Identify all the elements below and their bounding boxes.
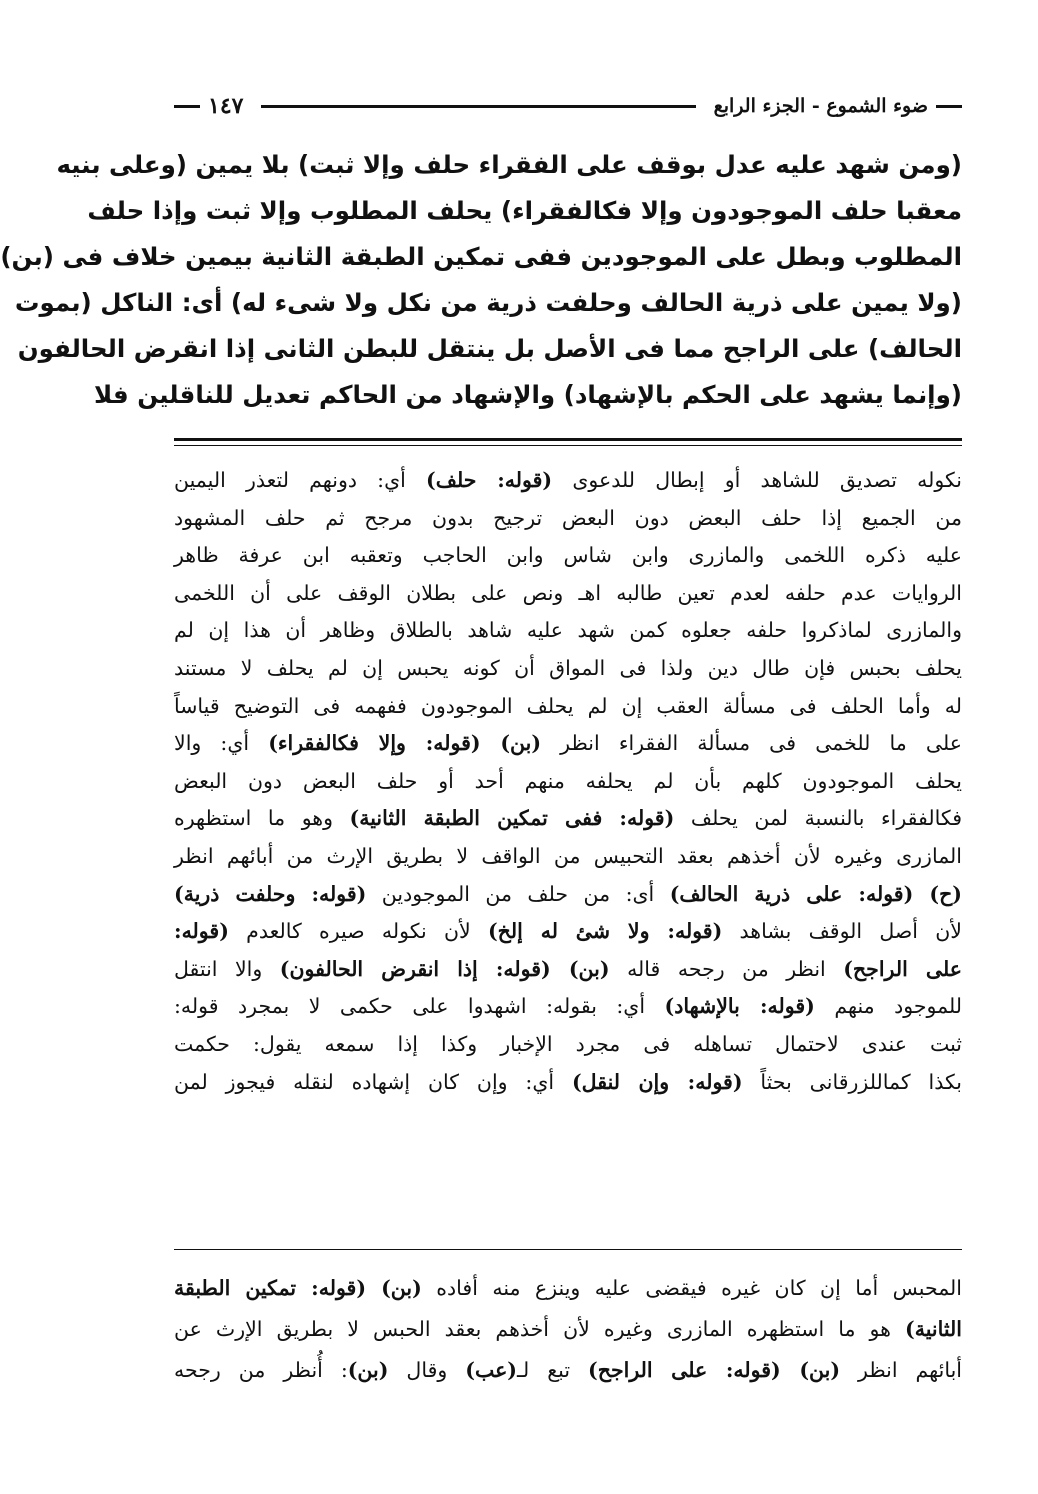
- text-run: على ما للخمى فى مسألة الفقراء انظر: [541, 731, 962, 756]
- text-run: ثبت عندى لاحتمال تساهله فى مجرد الإخبار وكذا إذا سمعه يقول: حكمت: [174, 1031, 962, 1056]
- commentary-line: [174, 951, 962, 989]
- text-run: : أُنظر من رجحه: [174, 1358, 348, 1382]
- text-run: والا انتقل: [174, 956, 280, 981]
- bold-citation: (بن) (قوله: وإلا فكالفقراء): [268, 731, 542, 756]
- text-run: نكوله تصديق للشاهد أو إبطال للدعوى: [552, 468, 962, 492]
- header-rule-right: [936, 105, 962, 108]
- text-run: الروايات عدم حلفه لعدم تعين طالبه اهـ ونص على بطلان الوقف على أن اللخمى: [174, 580, 962, 605]
- commentary-line: [174, 763, 962, 801]
- commentary-line: [174, 575, 962, 613]
- footnote-line: [174, 1350, 962, 1391]
- main-text-line: (ومن شهد عليه عدل بوقف على الفقراء حلف وإلا ثبت) بلا يمين (وعلى بنيه: [56, 150, 962, 179]
- running-header: [174, 88, 962, 124]
- text-run: أي: دونهم لتعذر اليمين: [174, 468, 427, 492]
- bold-citation: (بن): [347, 1358, 389, 1382]
- text-run: وهو ما استظهره: [174, 806, 350, 831]
- text-run: بكذا كماللزرقانى بحثاً: [742, 1069, 962, 1094]
- commentary-line: [174, 650, 962, 688]
- bold-citation: (قوله: ففى تمكين الطبقة الثانية): [349, 806, 675, 831]
- main-text-line: الحالف) على الراجح مما فى الأصل بل ينتقل للبطن الثانى إذا انقرض الحالفون: [17, 334, 962, 363]
- bold-citation: على الراجح): [843, 956, 963, 981]
- page-number: ١٤٧: [208, 93, 244, 119]
- commentary-line: [174, 462, 962, 500]
- text-run: تبع لـ: [517, 1358, 589, 1382]
- commentary-text: [174, 462, 962, 1101]
- footnote-line: [174, 1268, 962, 1309]
- bold-citation: (قوله: بالإشهاد): [664, 994, 815, 1019]
- text-run: عليه ذكره اللخمى والمازرى وابن شاس وابن الحاجب وتعقبه ابن عرفة ظاهر: [174, 543, 962, 568]
- text-run: أي: وإن كان إشهاده لنقله فيجوز لمن: [174, 1069, 572, 1094]
- text-run: يحلف بحبس فإن طال دين ولذا فى المواق أن كونه يحبس إن لم يحلف لا مستند: [174, 655, 962, 680]
- text-run: فكالفقراء بالنسبة لمن يحلف: [674, 806, 962, 831]
- text-run: أي: بقوله: اشهدوا على حكمى لا بمجرد قوله:: [174, 994, 665, 1019]
- text-run: لأن أصل الوقف بشاهد: [722, 919, 962, 944]
- bold-citation: (بن) (قوله: على الراجح): [588, 1358, 841, 1382]
- main-separator-thin: [174, 445, 962, 446]
- text-run: أي: والا: [174, 731, 269, 756]
- text-run: والمازرى لماذكروا حلفه جعلوه كمن شهد عليه شاهد بالطلاق وظاهر أن هذا إن لم: [174, 618, 962, 643]
- bold-citation: (بن) (قوله: إذا انقرض الحالفون): [279, 956, 610, 981]
- bold-citation: (عب): [465, 1358, 518, 1382]
- text-run: هو ما استظهره المازرى وغيره لأن أخذهم بعقد الحبس لا بطريق الإرث عن: [174, 1317, 906, 1341]
- commentary-line: [174, 913, 962, 951]
- commentary-line: [174, 800, 962, 838]
- commentary-line: [174, 838, 962, 876]
- commentary-line: [174, 612, 962, 650]
- commentary-line: [174, 1026, 962, 1064]
- commentary-line: [174, 988, 962, 1026]
- main-text-line: (ولا يمين على ذرية الحالف وحلفت ذرية من نكل ولا شىء له) أى: الناكل (بموت: [14, 288, 962, 317]
- bold-citation: (ح) (قوله: على ذرية الحالف): [669, 881, 962, 906]
- bold-citation: (بن) (قوله: تمكين الطبقة: [174, 1276, 422, 1300]
- commentary-line: [174, 876, 962, 914]
- header-rule-middle: [261, 105, 695, 108]
- bold-citation: (قوله: ولا شئ له إلخ): [487, 919, 723, 944]
- bold-citation: (قوله: وحلفت ذرية): [174, 881, 367, 906]
- text-run: المحبس أما إن كان غيره فيقضى عليه وينزع منه أفاده: [421, 1276, 962, 1300]
- text-run: أبائهم انظر: [840, 1358, 962, 1382]
- commentary-line: [174, 725, 962, 763]
- bold-citation: (قوله:: [174, 919, 229, 944]
- footnote-separator: [174, 1249, 962, 1250]
- commentary-line: [174, 500, 962, 538]
- text-run: يحلف الموجودون كلهم بأن لم يحلفه منهم أحد أو حلف البعض دون البعض: [174, 768, 962, 793]
- commentary-line: [174, 1064, 962, 1102]
- header-title: ضوء الشموع - الجزء الرابع: [713, 95, 928, 117]
- text-run: وقال: [388, 1358, 466, 1382]
- footnote-line: [174, 1309, 962, 1350]
- text-run: له وأما الحلف فى مسألة العقب إن لم يحلف الموجودون ففهمه فى التوضيح قياساً: [174, 693, 962, 718]
- text-run: أى: من حلف من الموجودين: [366, 881, 670, 906]
- bold-citation: الثانية): [905, 1317, 962, 1341]
- main-text-line: المطلوب وبطل على الموجودين ففى تمكين الطبقة الثانية بيمين خلاف فى (بن): [0, 242, 962, 271]
- main-text-line: (وإنما يشهد على الحكم بالإشهاد) والإشهاد من الحاكم تعديل للناقلين فلا: [94, 380, 962, 409]
- bold-citation: (قوله: حلف): [426, 468, 553, 492]
- commentary-line: [174, 688, 962, 726]
- header-rule-left: [174, 105, 200, 108]
- main-text-line: معقبا حلف الموجودون وإلا فكالفقراء) يحلف المطلوب وإلا ثبت وإذا حلف: [87, 196, 962, 225]
- main-separator-thick: [174, 438, 962, 441]
- text-run: للموجود منهم: [814, 994, 962, 1019]
- main-text: [0, 142, 962, 418]
- text-run: لأن نكوله صيره كالعدم: [228, 919, 488, 944]
- text-run: انظر من رجحه قاله: [609, 956, 844, 981]
- bold-citation: (قوله: وإن لنقل): [571, 1069, 743, 1094]
- commentary-line: [174, 537, 962, 575]
- text-run: المازرى وغيره لأن أخذهم بعقد التحبيس من الواقف لا بطريق الإرث من أبائهم انظر: [174, 843, 962, 868]
- footnote-text: [174, 1268, 962, 1391]
- text-run: من الجميع إذا حلف البعض دون البعض ترجيح بدون مرجح ثم حلف المشهود: [174, 505, 962, 530]
